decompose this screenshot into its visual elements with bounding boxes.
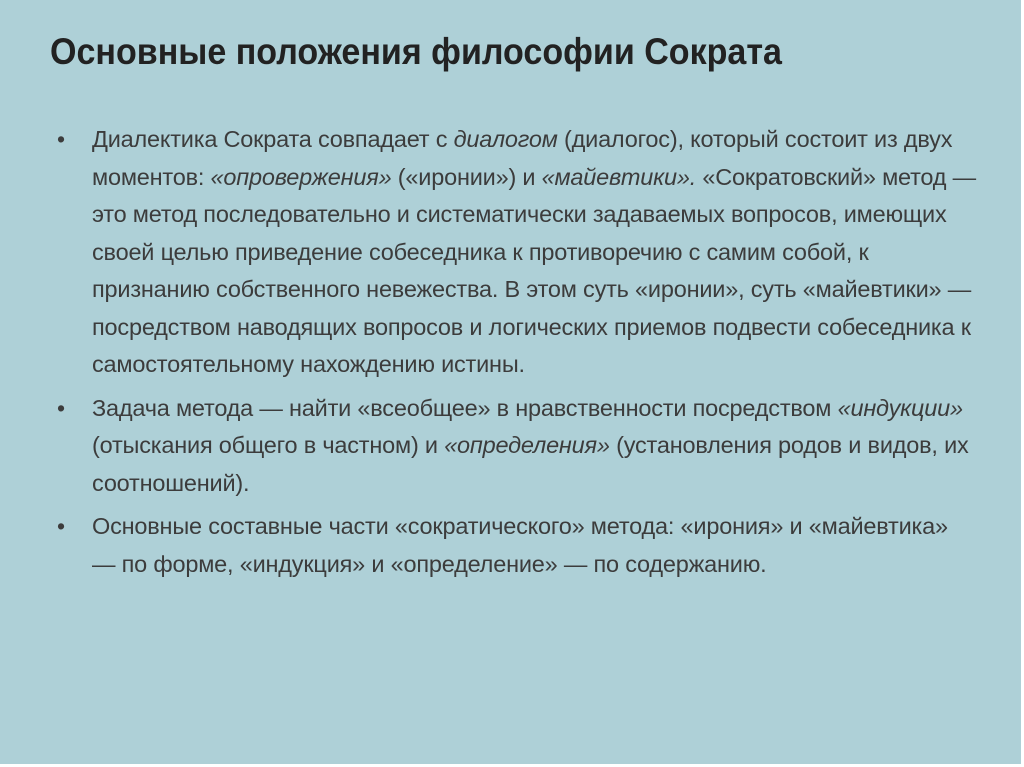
text-segment: Диалектика Сократа совпадает с (92, 126, 454, 152)
italic-term: «опровержения» (210, 163, 392, 190)
italic-term: «майевтики». (541, 163, 697, 190)
text-segment: «Сократовский» метод — это метод последовательно и систематически задаваемых вопросов, имеющих своей целью приведение собеседника к противоречию с самим собой, к признанию собственного невежества. В этом суть «иронии», суть «майевтики» — посредством наводящих вопросов и логических приемов подвести собеседника к самостоятельному нахождению истины. (92, 163, 976, 377)
bullet-item-method-parts (57, 508, 977, 583)
bullet-item-dialectic (57, 121, 977, 384)
slide-title: Основные положения философии Сократа (50, 31, 782, 72)
bullet-icon: • (57, 126, 65, 152)
italic-term: диалогом (453, 126, 558, 152)
italic-term: «индукции» (837, 394, 963, 421)
bullet-text (92, 513, 948, 577)
text-segment: (диалогос), который состоит из двух моментов: (92, 126, 953, 190)
bullet-list (57, 121, 977, 589)
text-segment: Задача метода — найти «всеобщее» в нравственности посредством (92, 394, 838, 421)
bullet-text (92, 395, 969, 496)
italic-term: «определения» (444, 432, 610, 458)
bullet-icon: • (57, 513, 65, 539)
text-segment: (установления родов и видов, их соотношений). (92, 432, 969, 496)
bullet-icon: • (57, 394, 65, 421)
text-segment: Основные составные части «сократического» метода: «ирония» и «майевтика» — по форме, «индукция» и «определение» — по содержанию. (92, 513, 948, 577)
bullet-text (92, 126, 976, 377)
text-segment: (отыскания общего в частном) и (92, 432, 445, 458)
text-segment: («иронии») и (391, 163, 542, 190)
bullet-item-method-task (57, 390, 977, 503)
